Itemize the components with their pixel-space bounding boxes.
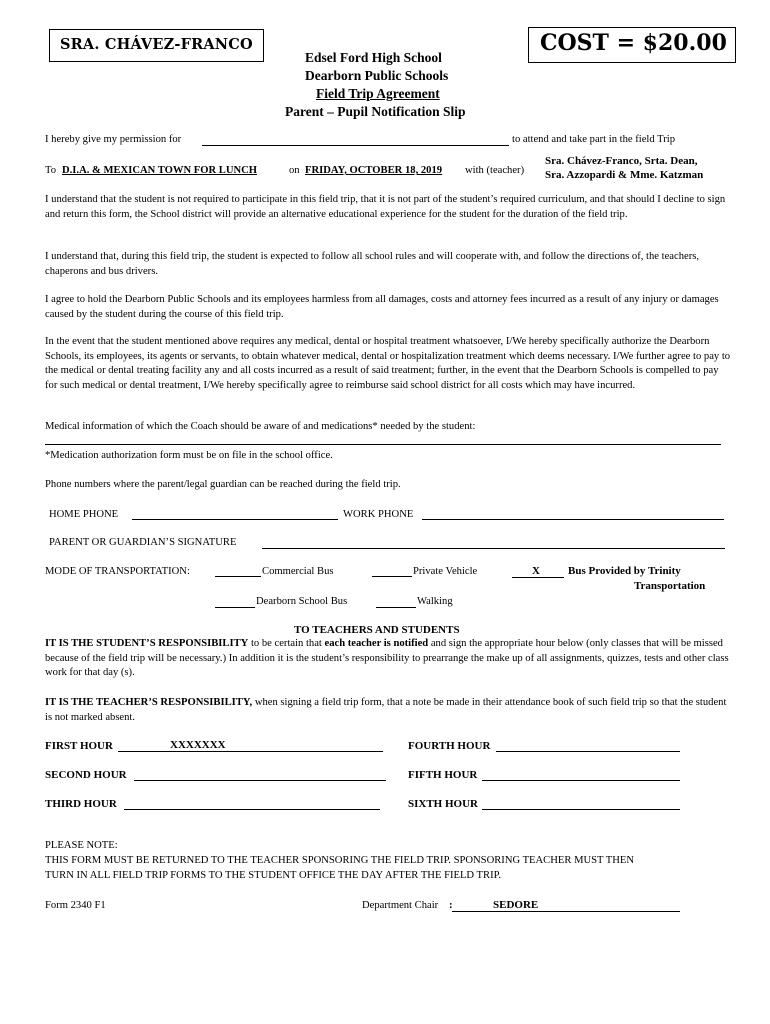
- on-label: on: [289, 165, 300, 176]
- second-hour-field[interactable]: [134, 780, 386, 781]
- medical-info-label: Medical information of which the Coach should be aware of and medications* needed by the student:: [45, 421, 476, 432]
- trinity-bus-field[interactable]: [512, 577, 564, 578]
- permission-prefix: I hereby give my permission for: [45, 134, 182, 145]
- department-chair-value: SEDORE: [493, 899, 539, 911]
- to-label: To: [45, 165, 57, 176]
- fifth-hour-field[interactable]: [482, 780, 680, 781]
- student-responsibility-bold-2: each teacher is notified: [324, 638, 429, 649]
- district-name: Dearborn Public Schools: [305, 68, 449, 83]
- responsibility-heading: TO TEACHERS AND STUDENTS: [294, 624, 460, 636]
- paragraph-liability: I agree to hold the Dearborn Public Schools and its employees harmless from all damages, costs and attorney fees incurred as a result of any injury or damages caused by the student during the course of this field trip.: [45, 294, 719, 320]
- teachers-line-2: Sra. Azzopardi & Mme. Katzman: [545, 169, 704, 181]
- teacher-responsibility: [45, 696, 733, 725]
- trinity-bus-mark: X: [532, 565, 540, 577]
- third-hour-label: THIRD HOUR: [45, 798, 117, 810]
- medical-info-field[interactable]: [45, 444, 721, 445]
- student-responsibility-text-2: and sign the appropriate hour below (only classes that will be missed because of the field trip will be necessary.) In addition it is the student’s responsibility to prearrange the make up of all assignments, quizzes, tests and other class work for that day (s).: [45, 638, 729, 679]
- note-line-1: THIS FORM MUST BE RETURNED TO THE TEACHER SPONSORING THE FIELD TRIP. SPONSORING TEACHER MUST THEN: [45, 855, 635, 866]
- medication-note: *Medication authorization form must be on file in the school office.: [45, 450, 333, 461]
- form-number: Form 2340 F1: [45, 900, 106, 911]
- signature-label: PARENT OR GUARDIAN’S SIGNATURE: [49, 537, 237, 548]
- trinity-bus-label-2: Transportation: [634, 580, 706, 592]
- cost-box: [528, 27, 736, 63]
- student-name-field[interactable]: [202, 145, 509, 146]
- private-vehicle-field[interactable]: [372, 576, 412, 577]
- note-line-2: TURN IN ALL FIELD TRIP FORMS TO THE STUDENT OFFICE THE DAY AFTER THE FIELD TRIP.: [45, 870, 501, 881]
- walking-field[interactable]: [376, 607, 416, 608]
- paragraph-medical-consent: In the event that the student mentioned above requires any medical, dental or hospital treatment whatsoever, I/We hereby specifically authorize the Dearborn Schools, its employees, its agents or servants, to obtain whatever medical, dental or hospitalization treatment which deems necessary. I/We further agree to pay to the medical or dental treating facility any and all costs incurred as a result of said treatment; further, in the event that the Dearborn Schools is compelled to pay for such medical or dental treatment, I/We hereby specifically agree to reimburse said school district for all costs which may have incurred.: [45, 336, 731, 391]
- teacher-name: SRA. CHÁVEZ-FRANCO: [60, 36, 253, 53]
- work-phone-field[interactable]: [422, 519, 724, 520]
- third-hour-field[interactable]: [124, 809, 380, 810]
- department-chair-colon: :: [449, 899, 453, 911]
- walking-label: Walking: [417, 596, 453, 607]
- first-hour-label: FIRST HOUR: [45, 740, 113, 752]
- home-phone-label: HOME PHONE: [49, 509, 119, 520]
- form-subtitle: Parent – Pupil Notification Slip: [285, 104, 466, 119]
- phone-intro: Phone numbers where the parent/legal guardian can be reached during the field trip.: [45, 479, 401, 490]
- commercial-bus-field[interactable]: [215, 576, 261, 577]
- paragraph-rules: I understand that, during this field trip, the student is expected to follow all school rules and will cooperate with, and follow the directions of, the teachers, chaperons and bus drivers.: [45, 251, 699, 277]
- teacher-responsibility-text: when signing a field trip form, that a note be made in their attendance book of such field trip so that the student is not marked absent.: [45, 697, 727, 723]
- student-responsibility: [45, 637, 733, 681]
- department-chair-label: Department Chair: [362, 900, 439, 911]
- department-chair-field[interactable]: [452, 911, 680, 912]
- home-phone-field[interactable]: [132, 519, 338, 520]
- permission-suffix: to attend and take part in the field Trip: [512, 134, 675, 145]
- with-teacher-label: with (teacher): [465, 165, 525, 176]
- student-responsibility-text-1: to be certain that: [248, 638, 325, 649]
- transport-label: MODE OF TRANSPORTATION:: [45, 566, 190, 577]
- first-hour-value: XXXXXXX: [170, 739, 226, 751]
- trinity-bus-label-1: Bus Provided by Trinity: [568, 565, 681, 577]
- teacher-name-box: [49, 29, 264, 62]
- private-vehicle-label: Private Vehicle: [413, 566, 478, 577]
- trip-date: FRIDAY, OCTOBER 18, 2019: [305, 165, 443, 176]
- second-hour-label: SECOND HOUR: [45, 769, 127, 781]
- school-bus-label: Dearborn School Bus: [256, 596, 348, 607]
- student-responsibility-bold: IT IS THE STUDENT’S RESPONSIBILITY: [45, 638, 249, 649]
- teachers-line-1: Sra. Chávez-Franco, Srta. Dean,: [545, 155, 698, 167]
- sixth-hour-label: SIXTH HOUR: [408, 798, 478, 810]
- work-phone-label: WORK PHONE: [343, 509, 414, 520]
- destination-place: D.I.A. & MEXICAN TOWN FOR LUNCH: [62, 165, 258, 176]
- school-bus-field[interactable]: [215, 607, 255, 608]
- form-title: Field Trip Agreement: [316, 86, 440, 101]
- sixth-hour-field[interactable]: [482, 809, 680, 810]
- paragraph-curriculum: I understand that the student is not required to participate in this field trip, that it is not part of the student’s required curriculum, and that should I decline to sign and return this form, the School district will provide an alternative educational experience for the student for the duration of the field trip.: [45, 194, 726, 220]
- note-title: PLEASE NOTE:: [45, 840, 118, 851]
- first-hour-field[interactable]: [118, 751, 383, 752]
- commercial-bus-label: Commercial Bus: [262, 566, 334, 577]
- school-name: Edsel Ford High School: [305, 50, 442, 65]
- signature-field[interactable]: [262, 548, 725, 549]
- teacher-responsibility-bold: IT IS THE TEACHER’S RESPONSIBILITY,: [45, 697, 253, 708]
- fourth-hour-field[interactable]: [496, 751, 680, 752]
- cost-label: COST = $20.00: [540, 30, 727, 56]
- fourth-hour-label: FOURTH HOUR: [408, 740, 491, 752]
- fifth-hour-label: FIFTH HOUR: [408, 769, 478, 781]
